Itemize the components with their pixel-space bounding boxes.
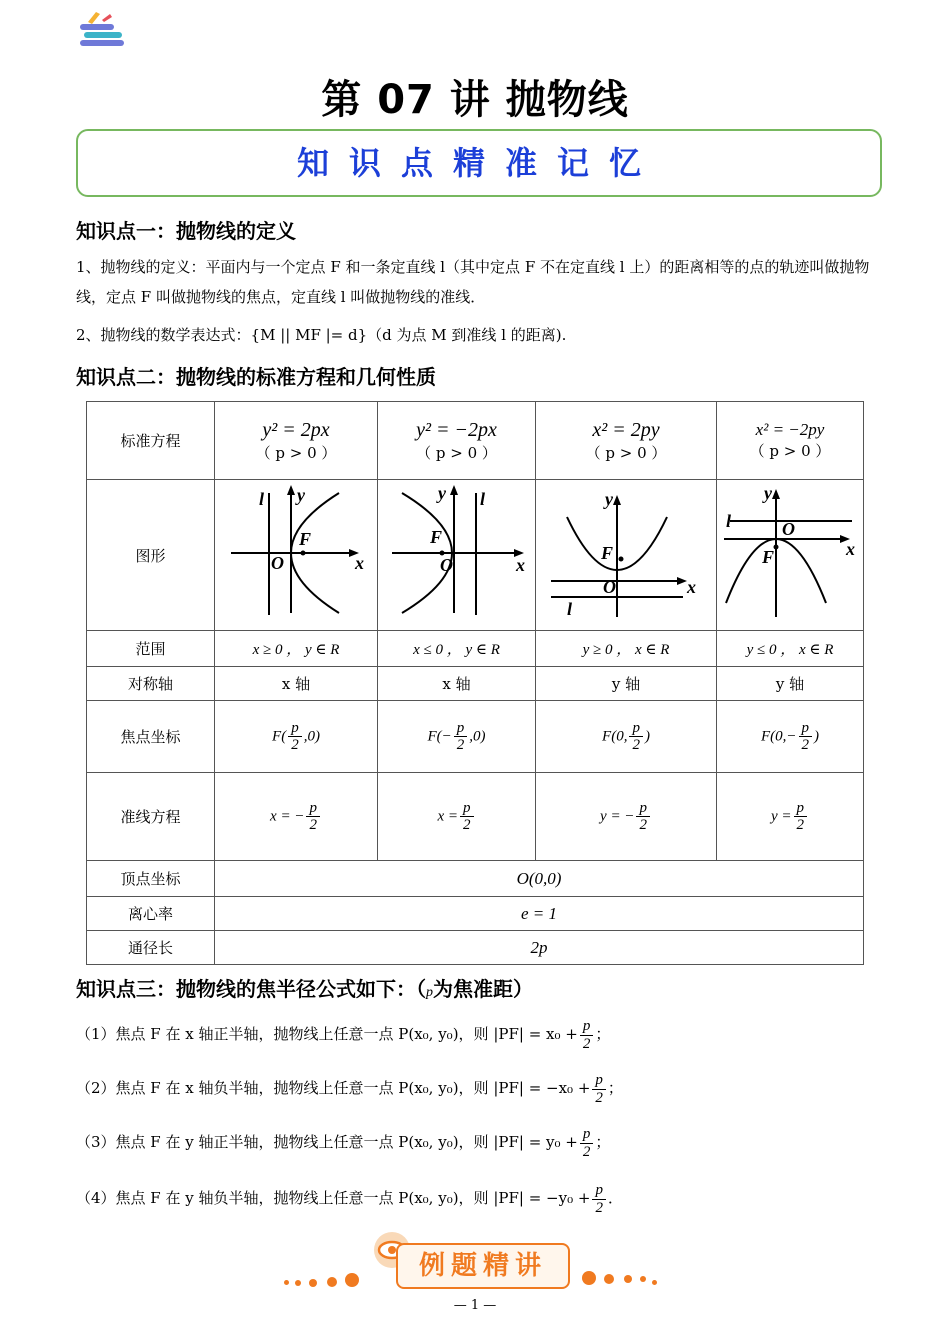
- focus-cell: F(0, $\frac{p}{2}$ ): [536, 701, 717, 773]
- section1-paragraph-expression: 2、抛物线的数学表达式：{M || MF |= d}（d 为点 M 到准线 l 的距离).: [76, 326, 567, 344]
- graph-cell: [717, 480, 864, 631]
- focal-radius-formula-2: （2）焦点 F 在 x 轴负半轴，抛物线上任意一点 P(x₀, y₀)，则 |PF| = −x₀ + $\frac{p}{2}$ ；: [76, 1072, 623, 1106]
- svg-text:x: x: [355, 553, 364, 573]
- svg-text:l: l: [479, 489, 485, 509]
- svg-text:y: y: [297, 485, 305, 505]
- row-label: 离心率: [87, 897, 215, 931]
- parabola-down-graph: [720, 483, 860, 623]
- focal-radius-formula-1: （1）焦点 F 在 x 轴正半轴，抛物线上任意一点 P(x₀, y₀)，则 |PF| = x₀ + $\frac{p}{2}$ ；: [76, 1018, 611, 1052]
- row-label: 对称轴: [87, 667, 215, 701]
- svg-text:x: x: [515, 555, 525, 575]
- focal-radius-formula-4: （4）焦点 F 在 y 轴负半轴，抛物线上任意一点 P(x₀, y₀)，则 |PF| = −y₀ + $\frac{p}{2}$ ．: [76, 1182, 623, 1216]
- svg-text:x: x: [687, 577, 696, 597]
- parabola-left-graph: [382, 483, 532, 623]
- range-cell: x ≤ 0 ， y ∈ R: [378, 631, 536, 667]
- properties-table: [86, 401, 864, 965]
- svg-text:O: O: [439, 555, 453, 575]
- condition: （ p > 0 ）: [255, 443, 337, 462]
- graph-cell: [536, 480, 717, 631]
- parabola-right-graph: [221, 483, 371, 623]
- equation-cell: [378, 402, 536, 480]
- section2-heading: 知识点二：抛物线的标准方程和几何性质: [76, 365, 436, 389]
- range-cell: x ≥ 0 ， y ∈ R: [215, 631, 378, 667]
- parabola-up-graph: [541, 483, 711, 623]
- row-label: 图形: [87, 480, 215, 631]
- table-row-axis: [87, 667, 864, 701]
- equation: x² = 2py: [592, 418, 660, 441]
- right-dots-decoration: [582, 1270, 672, 1284]
- table-row-equation: [87, 402, 864, 480]
- table-row-latus-rectum: [87, 931, 864, 965]
- range-cell: y ≥ 0 ， x ∈ R: [536, 631, 717, 667]
- directrix-cell: x = $\frac{p}{2}$: [378, 773, 536, 861]
- focus-cell: F( $\frac{p}{2}$ ,0): [215, 701, 378, 773]
- section-banner: 知识点精准记忆: [76, 129, 882, 197]
- graph-cell: [215, 480, 378, 631]
- table-row-graph: [87, 480, 864, 631]
- graph-cell: [378, 480, 536, 631]
- svg-text:y: y: [437, 483, 446, 503]
- focus-cell: F(− $\frac{p}{2}$ ,0): [378, 701, 536, 773]
- focus-cell: F(0,− $\frac{p}{2}$ ): [717, 701, 864, 773]
- condition: （ p > 0 ）: [416, 443, 497, 462]
- row-label: 通径长: [87, 931, 215, 965]
- svg-text:l: l: [259, 489, 265, 509]
- svg-text:O: O: [271, 553, 284, 573]
- table-row-directrix: [87, 773, 864, 861]
- svg-text:F: F: [762, 547, 775, 567]
- range-cell: y ≤ 0 ， x ∈ R: [717, 631, 864, 667]
- page-title: 第 07 讲 抛物线: [321, 77, 629, 123]
- equation: x² = −2py: [755, 420, 825, 439]
- svg-text:F: F: [601, 543, 614, 563]
- equation: y² = −2px: [416, 418, 497, 441]
- page-number: — 1 —: [453, 1298, 497, 1313]
- equation: y² = 2px: [262, 418, 330, 441]
- section3-heading: 知识点三：抛物线的焦半径公式如下：（p为焦准距）: [76, 977, 533, 1001]
- table-row-range: [87, 631, 864, 667]
- equation-cell: [215, 402, 378, 480]
- latus-rectum-cell: 2p: [215, 931, 864, 965]
- svg-text:y: y: [605, 489, 613, 509]
- condition: （ p > 0 ）: [749, 442, 831, 460]
- axis-cell: y 轴: [536, 667, 717, 701]
- table-row-vertex: [87, 861, 864, 897]
- svg-text:l: l: [726, 511, 732, 531]
- axis-cell: x 轴: [215, 667, 378, 701]
- svg-text:l: l: [567, 599, 573, 619]
- row-label: 准线方程: [87, 773, 215, 861]
- vertex-cell: O(0,0): [215, 861, 864, 897]
- svg-text:F: F: [429, 527, 442, 547]
- books-logo-icon: [78, 10, 128, 50]
- equation-cell: [717, 402, 864, 480]
- eccentricity-cell: e = 1: [215, 897, 864, 931]
- condition: （ p > 0 ）: [585, 443, 667, 462]
- axis-cell: x 轴: [378, 667, 536, 701]
- focal-radius-formula-3: （3）焦点 F 在 y 轴正半轴，抛物线上任意一点 P(x₀, y₀)，则 |PF| = y₀ + $\frac{p}{2}$ ；: [76, 1126, 611, 1160]
- svg-text:O: O: [782, 519, 795, 539]
- svg-text:y: y: [764, 483, 772, 503]
- table-row-eccentricity: [87, 897, 864, 931]
- row-label: 焦点坐标: [87, 701, 215, 773]
- row-label: 标准方程: [87, 402, 215, 480]
- left-dots-decoration: [284, 1272, 374, 1284]
- row-label: 顶点坐标: [87, 861, 215, 897]
- svg-text:x: x: [846, 539, 855, 559]
- section1-heading: 知识点一：抛物线的定义: [76, 219, 296, 243]
- svg-text:O: O: [603, 577, 616, 597]
- equation-cell: [536, 402, 717, 480]
- example-banner: 例题精讲: [396, 1243, 570, 1289]
- svg-text:F: F: [299, 529, 312, 549]
- directrix-cell: y = $\frac{p}{2}$: [717, 773, 864, 861]
- table-row-focus: [87, 701, 864, 773]
- directrix-cell: x = − $\frac{p}{2}$: [215, 773, 378, 861]
- section1-paragraph-definition: 1、抛物线的定义：平面内与一个定点 F 和一条定直线 l（其中定点 F 不在定直线 l 上）的距离相等的点的轨迹叫做抛物线，定点 F 叫做抛物线的焦点，定直线 l 叫做抛物线的准线．: [76, 258, 870, 306]
- axis-cell: y 轴: [717, 667, 864, 701]
- row-label: 范围: [87, 631, 215, 667]
- directrix-cell: y = − $\frac{p}{2}$: [536, 773, 717, 861]
